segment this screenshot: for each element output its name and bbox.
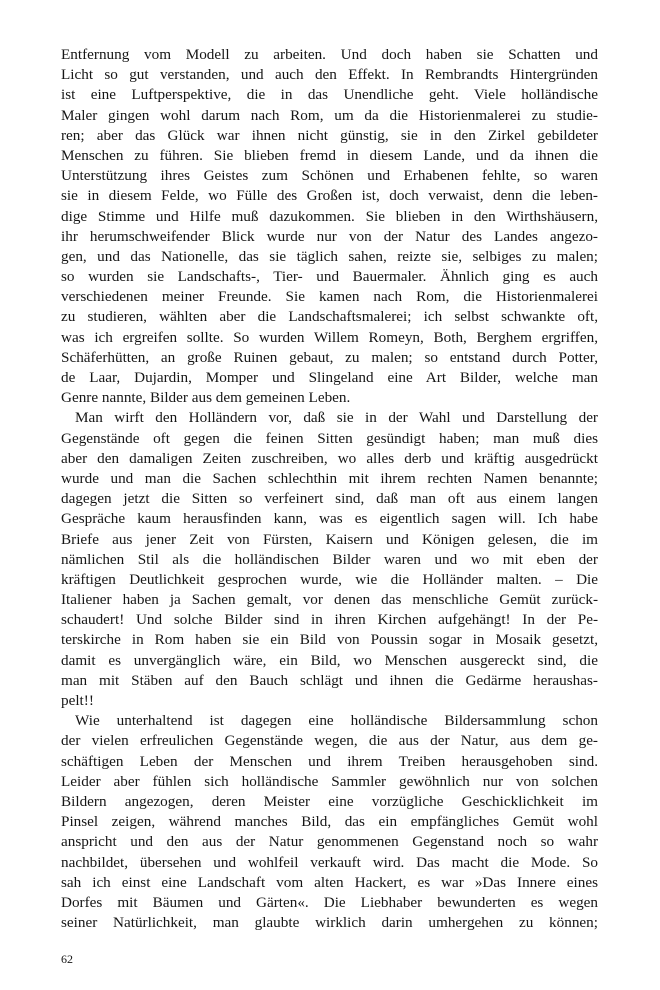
text-line: so wurden sie Landschafts-, Tier- und Bauermaler. Ähnlich ging es auch	[61, 268, 598, 286]
text-line: Briefe aus jener Zeit von Fürsten, Kaisern und Königen gelesen, die im	[61, 530, 598, 548]
text-line: gen, und das Nationelle, das sie täglich sahen, reizte sie, selbiges zu malen;	[61, 247, 598, 265]
text-line: dige Stimme und Hilfe muß dazukommen. Sie blieben in den Wirthshäusern,	[61, 207, 598, 225]
text-line: nämlichen Stil als die holländischen Bilder waren und wo mit eben der	[61, 550, 598, 568]
text-line: was ich ergreifen sollte. So wurden Willem Romeyn, Both, Berghem ergriffen,	[61, 328, 598, 346]
text-line: verschiedenen meiner Freunde. Sie kamen nach Rom, die Historienmalerei	[61, 288, 598, 306]
text-line: Unterstützung ihres Geistes zum Schönen und Erhabenen fehlte, so waren	[61, 167, 598, 185]
text-line: wurde und man die Sachen schlechthin mit ihrem rechten Namen benannte;	[61, 469, 598, 487]
text-line: pelt!!	[61, 692, 94, 709]
paragraph	[61, 45, 598, 408]
text-line: Schäferhütten, an große Ruinen gebaut, zu malen; so entstand durch Potter,	[61, 348, 598, 366]
text-line: Leider aber fühlen sich holländische Sammler gewöhnlich nur von solchen	[61, 772, 598, 790]
text-line: aber den damaligen Zeiten zuschreiben, wo alles derb und kräftig ausgedrückt	[61, 449, 598, 467]
text-line: zu studieren, wählten aber die Landschaftsmalerei; ich selbst schwankte oft,	[61, 308, 598, 326]
text-line: ist eine Luftperspektive, die in das Unendliche geht. Viele holländische	[61, 86, 598, 104]
text-line: Licht so gut verstanden, und auch den Effekt. In Rembrandts Hintergründen	[61, 66, 598, 84]
text-line: man mit Stäben auf den Bauch schlägt und ihnen die Gedärme heraushas-	[61, 671, 598, 689]
text-line: Gegenstände oft gegen die feinen Sitten gesündigt haben; man muß dies	[61, 429, 598, 447]
text-line: nachbildet, übersehen und wohlfeil verkauft wird. Das macht die Mode. So	[61, 853, 598, 871]
text-line: Entfernung vom Modell zu arbeiten. Und doch haben sie Schatten und	[61, 46, 598, 63]
paragraph	[61, 408, 598, 711]
text-line: Genre nannte, Bilder aus dem gemeinen Leben.	[61, 389, 351, 407]
text-line: anspricht und den aus der Natur genommenen Gegenstand noch so wahr	[61, 833, 598, 851]
text-line: Bildern angezogen, deren Meister eine vorzügliche Geschicklichkeit im	[61, 792, 598, 810]
text-line: terskirche in Rom haben sie ein Bild von Poussin sogar in Mosaik gesetzt,	[61, 631, 598, 649]
paragraph	[61, 711, 598, 933]
text-line: Wie unterhaltend ist dagegen eine holländische Bildersammlung schon	[75, 712, 598, 730]
text-line: ren; aber das Glück war ihnen nicht günstig, sie in den Zirkel gebildeter	[61, 126, 598, 144]
text-line: schäftigen Leben der Menschen und ihrem Treiben herausgehoben sind.	[61, 752, 598, 770]
text-line: de Laar, Dujardin, Momper und Slingeland eine Art Bilder, welche man	[61, 369, 598, 386]
text-line: Pinsel zeigen, während manches Bild, das ein empfängliches Gemüt wohl	[61, 813, 598, 831]
text-line: dagegen jetzt die Sitten so verfeinert sind, daß man oft aus einem langen	[61, 490, 598, 508]
page-number: 62	[61, 952, 73, 966]
text-line: seiner Natürlichkeit, man glaubte wirklich darin umhergehen zu können;	[61, 914, 598, 932]
text-line: sah ich einst eine Landschaft vom alten Hackert, es war »Das Innere eines	[61, 873, 598, 891]
text-line: der vielen erfreulichen Gegenstände wegen, die aus der Natur, aus dem ge-	[61, 732, 598, 750]
text-line: sie in diesem Felde, wo Fülle des Großen ist, doch verwaist, denn die leben-	[61, 187, 598, 205]
text-line: Italiener haben ja Sachen gemalt, vor denen das menschliche Gemüt zurück-	[61, 591, 598, 609]
text-line: kräftigen Deutlichkeit gesprochen wurde, wie die Holländer malten. – Die	[61, 570, 598, 588]
text-line: damit es unvergänglich wäre, ein Bild, wo Menschen ausgereckt sind, die	[61, 651, 598, 669]
text-line: Man wirft den Holländern vor, daß sie in der Wahl und Darstellung der	[75, 409, 598, 427]
text-line: schaudert! Und solche Bilder sind in ihren Kirchen aufgehängt! In der Pe-	[61, 611, 598, 629]
page-text	[61, 45, 598, 933]
text-line: Menschen zu führen. Sie blieben fremd in diesem Lande, und da ihnen die	[61, 146, 598, 164]
text-line: Gespräche kaum herausfinden kann, was es eigentlich sagen will. Ich habe	[61, 510, 598, 528]
text-line: Maler gingen wohl darum nach Rom, um da die Historienmalerei zu studie-	[61, 106, 598, 124]
text-line: Dorfes mit Bäumen und Gärten«. Die Liebhaber bewunderten es wegen	[61, 893, 598, 911]
text-line: ihr herumschweifender Blick wurde nur von der Natur des Landes angezo-	[61, 227, 598, 245]
